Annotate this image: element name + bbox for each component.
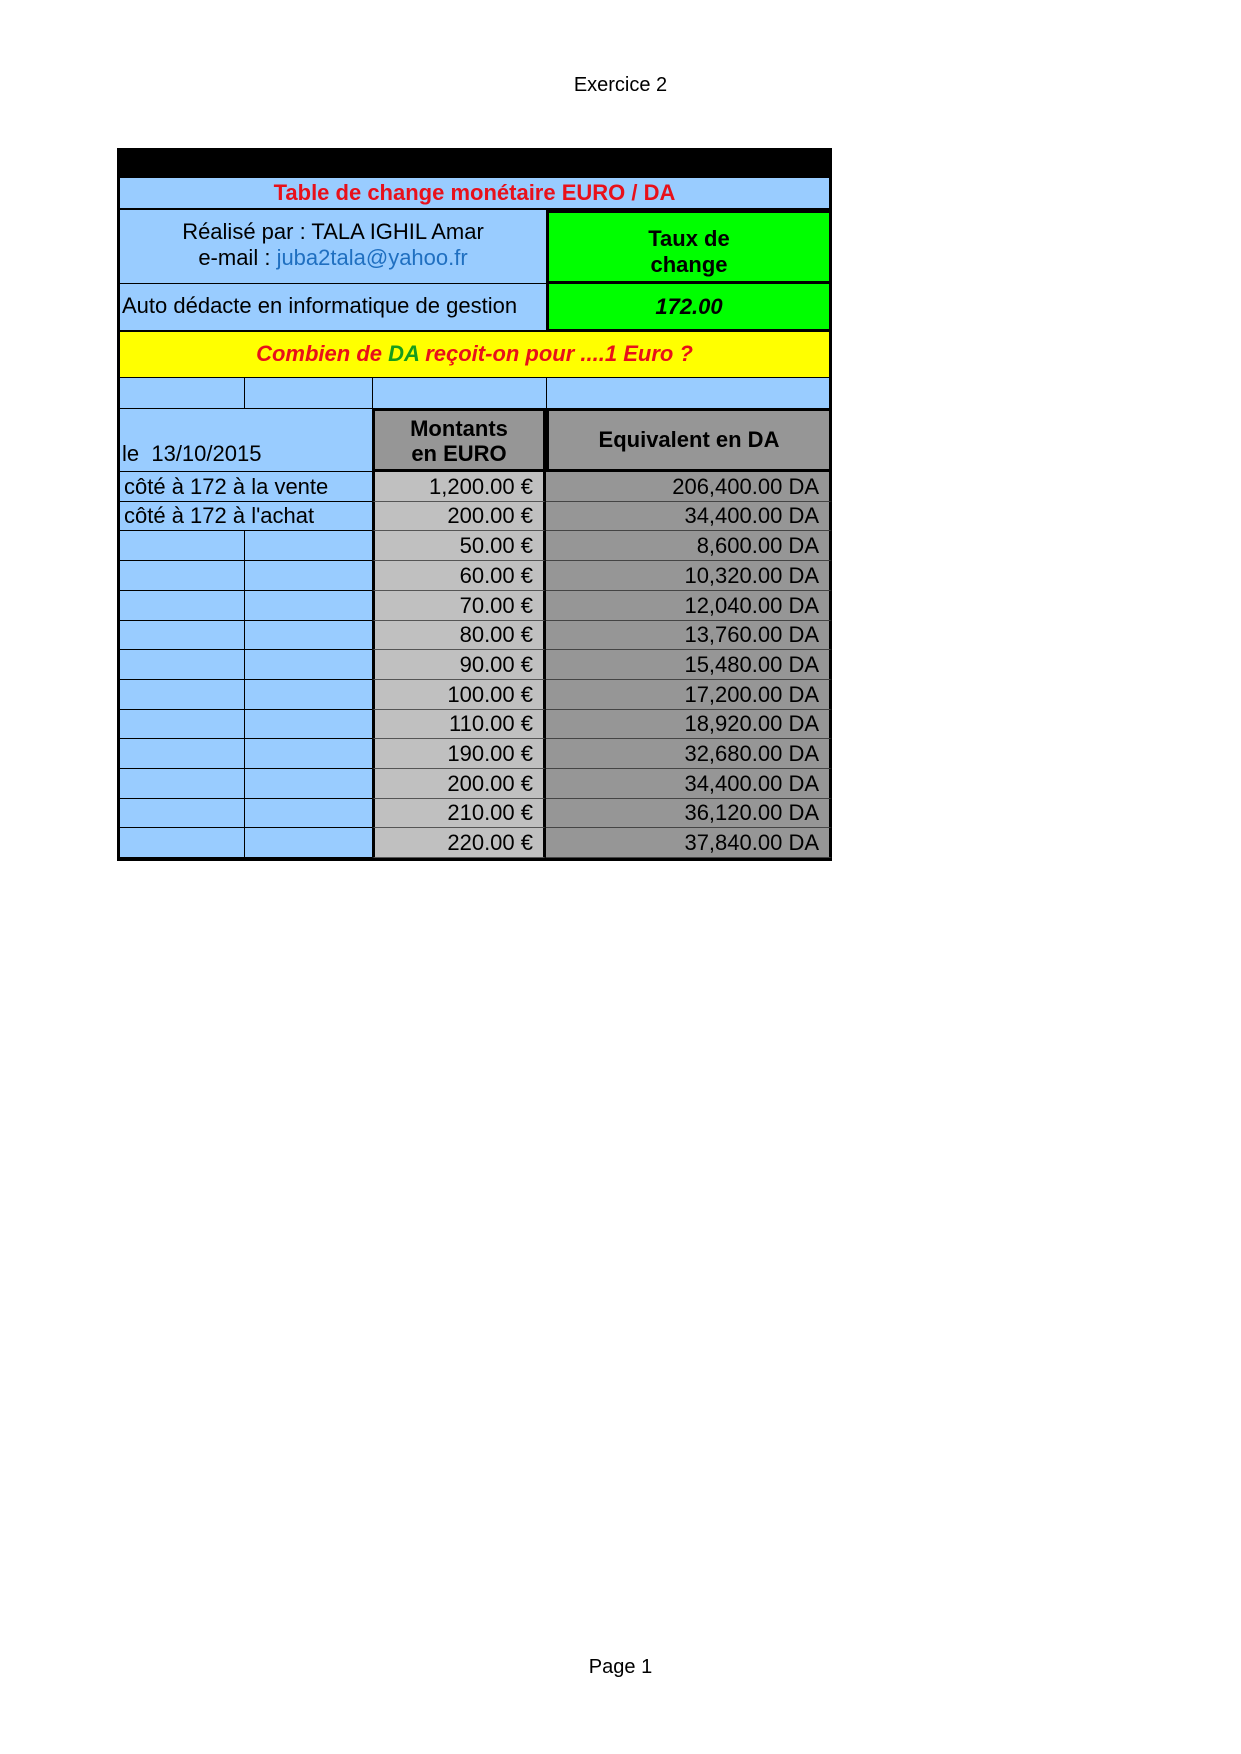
question-part2: reçoit-on pour ....1 Euro ?: [419, 341, 693, 366]
page-header: Exercice 2: [573, 74, 668, 96]
row-euro-amount: 70.00 €: [372, 591, 546, 621]
row-label: côté à 172 à l'achat: [117, 502, 372, 531]
spacer-divider-3: [546, 378, 547, 408]
row-empty-cell: [245, 828, 372, 858]
col-da-label: Equivalent en DA: [598, 427, 780, 452]
rate-value-cell: [546, 281, 832, 332]
table-title: Table de change monétaire EURO / DA: [273, 180, 676, 205]
row-label: côté à 172 à la vente: [117, 472, 372, 502]
question-da: DA: [388, 341, 420, 366]
spacer-divider-1: [244, 378, 245, 408]
row-empty-cell: [245, 561, 372, 591]
row-da-amount: 13,760.00 DA: [546, 621, 832, 650]
row-empty-cell: [117, 650, 245, 680]
subtitle: Auto dédacte en informatique de gestion: [122, 293, 518, 318]
row-da-amount: 18,920.00 DA: [546, 710, 832, 739]
row-empty-cell: [117, 621, 245, 650]
email-line: [120, 245, 546, 271]
row-euro-amount: 100.00 €: [372, 680, 546, 710]
rate-label-line2: change: [650, 252, 728, 277]
question-part1: Combien de: [256, 341, 389, 366]
row-euro-amount: 60.00 €: [372, 561, 546, 591]
row-da-amount: 36,120.00 DA: [546, 799, 832, 828]
row-da-amount: 8,600.00 DA: [546, 531, 832, 561]
row-empty-cell: [117, 591, 245, 621]
row-da-amount: 34,400.00 DA: [546, 769, 832, 799]
row-empty-cell: [245, 769, 372, 799]
row-empty-cell: [117, 799, 245, 828]
date-label: le 13/10/2015: [122, 441, 262, 466]
row-da-amount: 34,400.00 DA: [546, 502, 832, 531]
row-da-amount: 32,680.00 DA: [546, 739, 832, 769]
question: [120, 332, 829, 376]
row-da-amount: 12,040.00 DA: [546, 591, 832, 621]
row-euro-amount: 110.00 €: [372, 710, 546, 739]
row-da-amount: 10,320.00 DA: [546, 561, 832, 591]
email-link[interactable]: juba2tala@yahoo.fr: [276, 245, 468, 270]
exchange-table: [117, 148, 832, 861]
row-empty-cell: [117, 739, 245, 769]
row-empty-cell: [245, 591, 372, 621]
row-empty-cell: [117, 531, 245, 561]
row-empty-cell: [117, 769, 245, 799]
row-euro-amount: 190.00 €: [372, 739, 546, 769]
row-da-amount: 37,840.00 DA: [546, 828, 832, 858]
col-euro-header: [372, 408, 546, 472]
top-black-bar: [117, 148, 832, 178]
subtitle-cell: [117, 284, 546, 332]
row-da-amount: 206,400.00 DA: [546, 472, 832, 502]
row-empty-cell: [245, 621, 372, 650]
row-empty-cell: [245, 799, 372, 828]
row-euro-amount: 50.00 €: [372, 531, 546, 561]
rate-value: 172.00: [655, 294, 723, 319]
author-line: Réalisé par : TALA IGHIL Amar: [182, 219, 484, 244]
date-cell: [117, 408, 372, 472]
page-footer: Page 1: [588, 1656, 653, 1678]
spacer-divider-2: [372, 378, 373, 408]
row-euro-amount: 80.00 €: [372, 621, 546, 650]
row-empty-cell: [117, 680, 245, 710]
row-da-amount: 15,480.00 DA: [546, 650, 832, 680]
title-cell: [117, 178, 832, 210]
rate-label-cell: [546, 210, 832, 284]
row-euro-amount: 1,200.00 €: [372, 472, 546, 502]
row-empty-cell: [245, 650, 372, 680]
row-euro-amount: 200.00 €: [372, 502, 546, 531]
email-label: e-mail :: [198, 245, 277, 270]
rate-label-line1: Taux de: [648, 226, 730, 251]
table-bottom-border: [117, 858, 832, 861]
row-empty-cell: [245, 531, 372, 561]
col-da-header: [546, 408, 832, 472]
spacer-row: [117, 378, 832, 408]
row-euro-amount: 220.00 €: [372, 828, 546, 858]
col-euro-line2: en EURO: [411, 441, 507, 466]
col-euro-line1: Montants: [410, 416, 508, 441]
row-euro-amount: 200.00 €: [372, 769, 546, 799]
row-euro-amount: 210.00 €: [372, 799, 546, 828]
row-euro-amount: 90.00 €: [372, 650, 546, 680]
row-da-amount: 17,200.00 DA: [546, 680, 832, 710]
row-empty-cell: [245, 680, 372, 710]
row-empty-cell: [117, 710, 245, 739]
row-empty-cell: [117, 561, 245, 591]
author-cell: [117, 210, 546, 284]
row-empty-cell: [245, 710, 372, 739]
question-cell: [117, 332, 832, 378]
row-empty-cell: [245, 739, 372, 769]
row-empty-cell: [117, 828, 245, 858]
